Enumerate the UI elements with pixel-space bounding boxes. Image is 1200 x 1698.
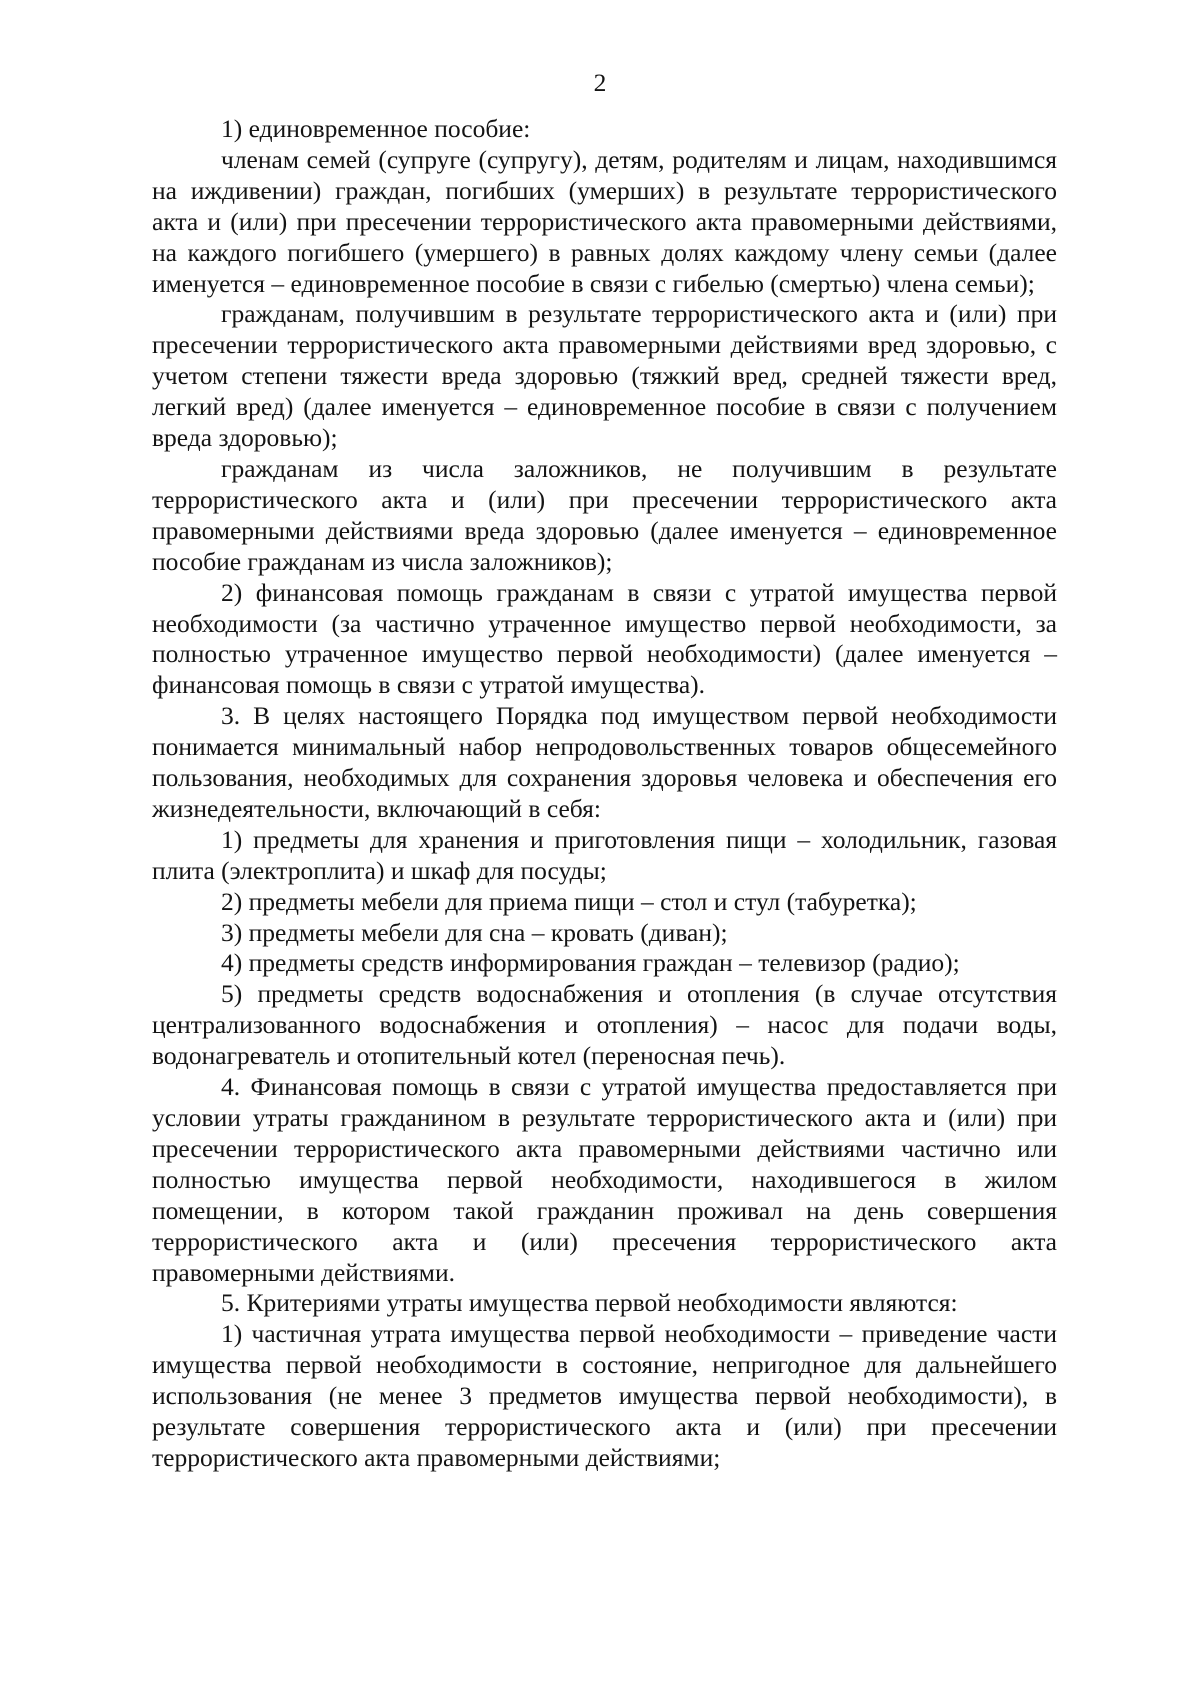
- paragraph-lump-sum-benefit: 1) единовременное пособие:: [221, 114, 531, 143]
- paragraph-financial-aid: 2) финансовая помощь гражданам в связи с утратой имущества первой необходимости (за частично утраченное имущество первой необходимости, за полностью утраченное имущество первой необходимости) (далее именуется – финансовая помощь в связи с утратой имущества).: [152, 577, 1057, 700]
- page-number: 2: [593, 68, 607, 97]
- list-item-sleeping-furniture: 3) предметы мебели для сна – кровать (диван);: [221, 917, 728, 947]
- list-item-partial-loss: 1) частичная утрата имущества первой необходимости – приведение части имущества первой необходимости в состояние, непригодное для дальнейшего использования (не менее 3 предметов имущества первой необходимости), в результате совершения террористического акта и (или) при пресечении террористического акта правомерными действиями;: [152, 1319, 1057, 1472]
- paragraph-health-harm: гражданам, получившим в результате террористического акта и (или) при пресечении террористического акта правомерными действиями вред здоровью, с учетом степени тяжести вреда здоровью (тяжкий вред, средней тяжести вред, легкий вред) (далее именуется – единовременное пособие в связи с получением вреда здоровью);: [152, 299, 1057, 453]
- paragraph-section-4: 4. Финансовая помощь в связи с утратой имущества предоставляется при условии утраты гражданином в результате террористического акта и (или) при пресечении террористического акта правомерными действиями частично или полностью имущества первой необходимости, находившегося в жилом помещении, в котором такой гражданин проживал на день совершения террористического акта и (или) пресечения террористического акта правомерными действиями.: [152, 1072, 1057, 1287]
- list-item-information-means: 4) предметы средств информирования граждан – телевизор (радио);: [221, 948, 960, 978]
- paragraph-section-5: 5. Критериями утраты имущества первой необходимости являются:: [221, 1288, 958, 1318]
- paragraph-hostages: гражданам из числа заложников, не получившим в результате террористического акта и (или) при пресечении террористического акта правомерными действиями вреда здоровью (далее именуется – единовременное пособие гражданам из числа заложников);: [152, 453, 1057, 576]
- list-item-dining-furniture: 2) предметы мебели для приема пищи – стол и стул (табуретка);: [221, 886, 917, 916]
- document-body: [152, 114, 1057, 1474]
- paragraph-family-members: членам семей (супруге (супругу), детям, родителям и лицам, находившимся на иждивении) граждан, погибших (умерших) в результате террористического акта и (или) при пресечении террористического акта правомерными действиями, на каждого погибшего (умершего) в равных долях каждому члену семьи (далее именуется – единовременное пособие в связи с гибелью (смертью) члена семьи);: [152, 144, 1057, 298]
- list-item-water-heating: 5) предметы средств водоснабжения и отопления (в случае отсутствия централизованного водоснабжения и отопления) – насос для подачи воды, водонагреватель и отопительный котел (переносная печь).: [152, 979, 1057, 1071]
- list-item-food-storage: 1) предметы для хранения и приготовления пищи – холодильник, газовая плита (электроплита) и шкаф для посуды;: [152, 824, 1057, 885]
- paragraph-section-3: 3. В целях настоящего Порядка под имуществом первой необходимости понимается минимальный набор непродовольственных товаров общесемейного пользования, необходимых для сохранения здоровья человека и обеспечения его жизнедеятельности, включающий в себя:: [152, 701, 1057, 823]
